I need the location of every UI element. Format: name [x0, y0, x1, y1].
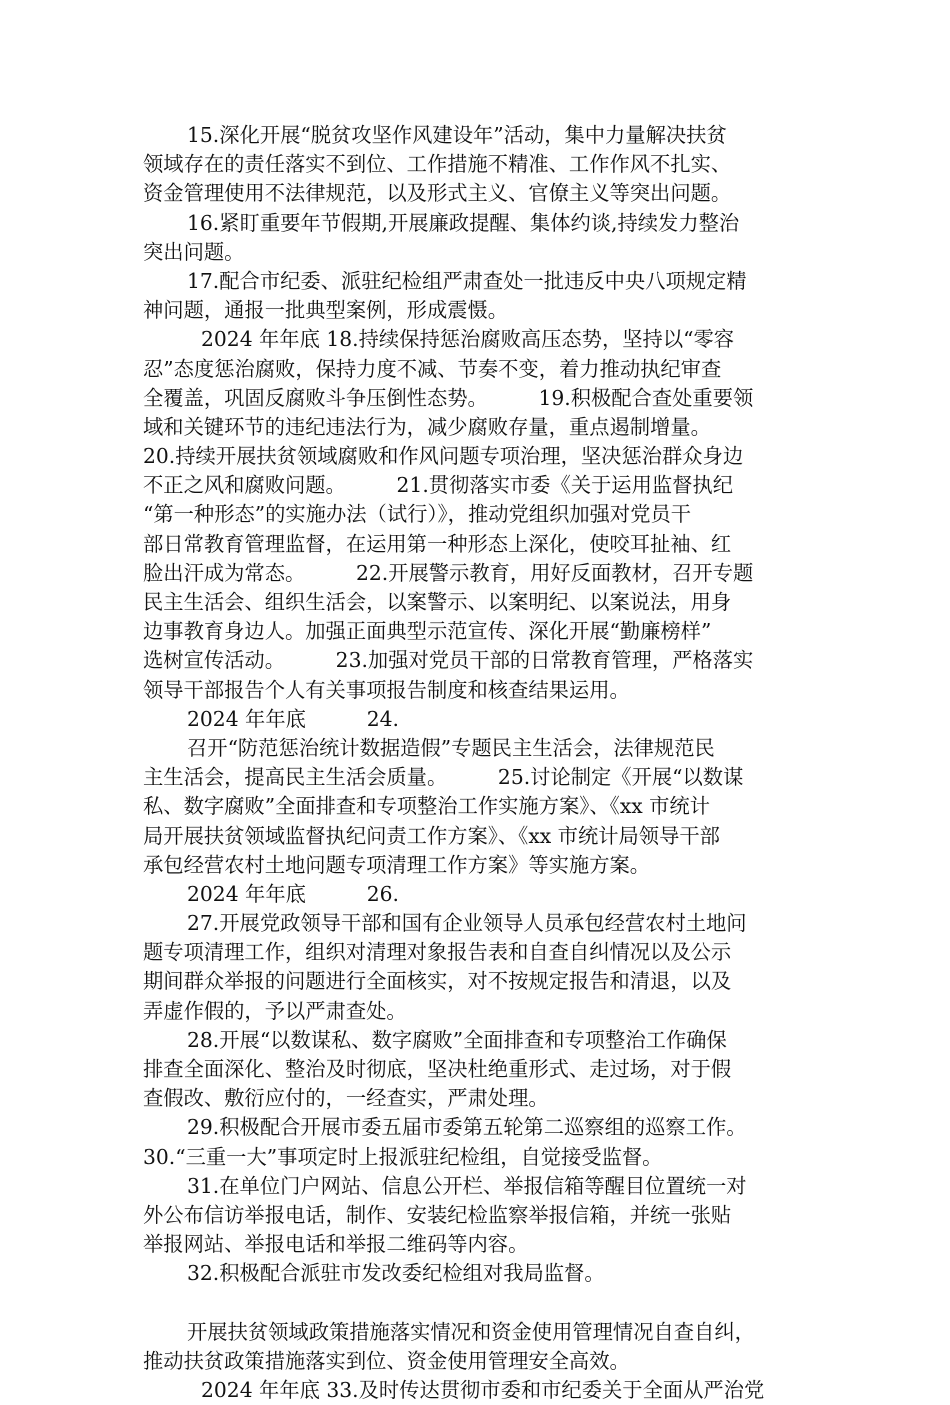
text-line: 题专项清理工作，组织对清理对象报告表和自查自纠情况以及公示: [143, 940, 732, 965]
text-line: 领域存在的责任落实不到位、工作措施不精准、工作作风不扎实、: [143, 152, 732, 177]
text-line: 2024 年年底 24.: [187, 706, 400, 731]
text-line: 2024 年年底 26.: [187, 881, 400, 906]
text-line: 开展扶贫领域政策措施落实情况和资金使用管理情况自查自纠，: [187, 1319, 755, 1344]
text-line: 私、数字腐败”全面排查和专项整治工作实施方案》、《xx 市统计: [143, 794, 710, 819]
text-line: 排查全面深化、整治及时彻底，坚决杜绝重形式、走过场，对于假: [143, 1057, 732, 1081]
text-line: 边事教育身边人。加强正面典型示范宣传、深化开展“勤廉榜样”: [143, 619, 712, 644]
text-line: 27.开展党政领导干部和国有企业领导人员承包经营农村土地问: [187, 911, 747, 936]
text-line: 不正之风和腐败问题。 21.贯彻落实市委《关于运用监督执纪: [143, 473, 733, 498]
text-line: 举报网站、举报电话和举报二维码等内容。: [143, 1232, 529, 1257]
text-line: 领导干部报告个人有关事项报告制度和核查结果运用。: [143, 677, 630, 702]
text-line: 查假改、敷衍应付的，一经查实，严肃处理。: [143, 1086, 549, 1111]
text-line: 外公布信访举报电话，制作、安装纪检监察举报信箱，并统一张贴: [143, 1202, 732, 1227]
text-line: 脸出汗成为常态。 22.开展警示教育，用好反面教材，召开专题: [143, 560, 754, 585]
text-line: 31.在单位门户网站、信息公开栏、举报信箱等醒目位置统一对: [187, 1173, 747, 1198]
text-line: 推动扶贫政策措施落实到位、资金使用管理安全高效。: [143, 1348, 630, 1373]
text-line: 民主生活会、组织生活会，以案警示、以案明纪、以案说法，用身: [143, 590, 732, 614]
text-line: 选树宣传活动。 23.加强对党员干部的日常教育管理，严格落实: [143, 648, 754, 673]
text-line: 28.开展“以数谋私、数字腐败”全面排查和专项整治工作确保: [187, 1027, 727, 1052]
text-line: 20.持续开展扶贫领域腐败和作风问题专项治理，坚决惩治群众身边: [143, 444, 744, 469]
text-line: 17.配合市纪委、派驻纪检组严肃查处一批违反中央八项规定精: [187, 268, 747, 293]
text-line: 期间群众举报的问题进行全面核实，对不按规定报告和清退，以及: [143, 969, 732, 994]
text-line: 资金管理使用不法律规范，以及形式主义、官僚主义等突出问题。: [143, 181, 732, 206]
text-line: “第一种形态”的实施办法（试行）》，推动党组织加强对党员干: [143, 502, 692, 527]
text-line: 29.积极配合开展市委五届市委第五轮第二巡察组的巡察工作。: [187, 1115, 747, 1140]
text-line: 召开“防范惩治统计数据造假”专题民主生活会，法律规范民: [187, 735, 715, 760]
text-line: 主生活会，提高民主生活会质量。 25.讨论制定《开展“以数谋: [143, 765, 744, 790]
text-line: 部日常教育管理监督，在运用第一种形态上深化，使咬耳扯袖、红: [143, 531, 732, 556]
text-line: 15.深化开展“脱贫攻坚作风建设年”活动，集中力量解决扶贫: [187, 123, 727, 147]
blank-line: [143, 1289, 815, 1318]
text-line: 神问题，通报一批典型案例，形成震慑。: [143, 298, 509, 323]
text-line: 域和关键环节的违纪违法行为，减少腐败存量，重点遏制增量。: [143, 414, 711, 439]
document-body: [143, 121, 815, 1405]
text-line: 弄虚作假的，予以严肃查处。: [143, 998, 407, 1023]
text-line: 30.“三重一大”事项定时上报派驻纪检组，自觉接受监督。: [143, 1144, 663, 1169]
text-line: 全覆盖，巩固反腐败斗争压倒性态势。 19.积极配合查处重要领: [143, 385, 754, 410]
text-line: 突出问题。: [143, 239, 245, 264]
text-line: 32.积极配合派驻市发改委纪检组对我局监督。: [187, 1261, 605, 1286]
text-line: 局开展扶贫领域监督执纪问责工作方案》、《xx 市统计局领导干部: [143, 823, 720, 848]
text-line: 16.紧盯重要年节假期,开展廉政提醒、集体约谈,持续发力整治: [187, 210, 740, 235]
text-line: 忍”态度惩治腐败，保持力度不减、节奏不变，着力推动执纪审查: [143, 356, 722, 381]
text-line: 2024 年年底 18.持续保持惩治腐败高压态势，坚持以“零容: [201, 327, 735, 352]
text-line: 承包经营农村土地问题专项清理工作方案》等实施方案。: [143, 852, 651, 877]
text-line: 2024 年年底 33.及时传达贯彻市委和市纪委关于全面从严治党: [201, 1378, 765, 1403]
